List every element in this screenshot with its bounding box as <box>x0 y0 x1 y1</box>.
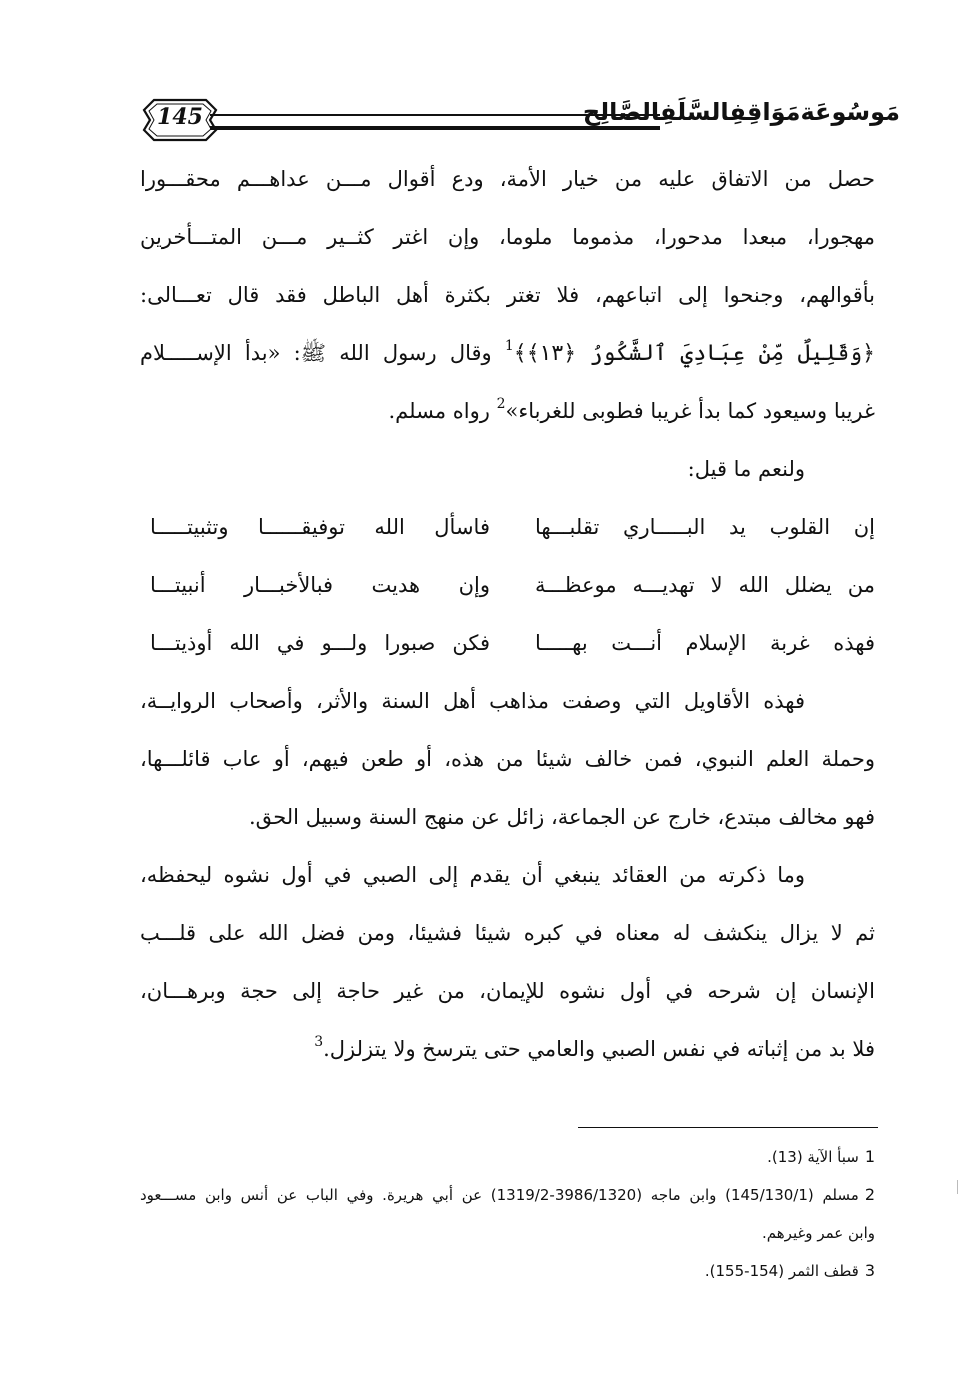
text-line: بأقوالهم، وجنحوا إلى اتباعهم، فلا تغتر بكثرة أهل الباطل فقد قال تعـــالى: <box>140 283 875 307</box>
footnote-separator <box>578 1127 878 1128</box>
footnote <box>140 1252 875 1290</box>
footnote-number: 2 <box>864 1185 875 1204</box>
poem-intro: ولنعم ما قيل: <box>687 457 805 481</box>
text-line: ثم لا يزال ينكشف له معناه في كبره شيئا فشيئا، ومن فضل الله على قلـــب <box>140 921 875 945</box>
text-line <box>140 1020 875 1078</box>
footnote-number: 3 <box>864 1261 875 1280</box>
quran-verse: ﴿وَقَلِيلٌ مِّنْ عِبَادِيَ ٱلشَّكُورُ ﴿١٣﴾﴾ <box>513 341 875 366</box>
text-line: الإنسان إن شرحه في أول نشوه للإيمان، من غير حاجة إلى حجة وبرهـــان، <box>140 979 875 1003</box>
text-segment: وقال رسول الله ﷺ: «بدأ الإســـــلام <box>140 341 492 365</box>
footnote <box>140 1176 875 1214</box>
page-number-badge <box>140 96 220 144</box>
hadith-text: غريبا وسيعود كما بدأ غريبا فطوبى للغرباء» <box>505 399 875 423</box>
quran-verse-line <box>140 324 875 382</box>
text-line: مهجورا، مبعدا مدحورا، مذموما ملوما، وإن اغتر كثــير مـــن المتـــأخرين <box>140 225 875 249</box>
poem-hemistich: من يضلل الله لا تهديـــه موعظـــة <box>535 573 875 597</box>
footnote-ref: 2 <box>496 396 506 412</box>
poem-verse <box>140 498 875 556</box>
footnote-ref: 3 <box>314 1034 324 1050</box>
text-segment: رواه مسلم. <box>388 399 490 423</box>
text-line: وما ذكرته من العقائد ينبغي أن يقدم إلى الصبي في أول نشوه ليحفظه، <box>140 863 805 887</box>
poem-verse <box>140 556 875 614</box>
footnote-ref: 1 <box>504 338 514 354</box>
hadith-line <box>140 382 875 440</box>
footnote-text: سبأ الآية (13). <box>767 1148 859 1166</box>
footnote-text: مسلم (145/130/1) وابن ماجه (3986/1320-1319/2) عن أبي هريرة. وفي الباب عن أنس وابن مســـعود <box>140 1186 859 1204</box>
text-segment: فلا بد من إثباته في نفس الصبي والعامي حتى يترسخ ولا يتزلزل. <box>323 1037 875 1061</box>
poem-hemistich: فهذه غربة الإسلام أنـــت بهـــــا <box>535 631 875 655</box>
text-line: حصل من الاتفاق عليه من خيار الأمة، ودع أقوال مـــن عداهـــم محقـــورا <box>140 167 875 191</box>
scan-margin-mark <box>953 1180 958 1194</box>
footnotes <box>140 1138 875 1290</box>
text-line: وحملة العلم النبوي، فمن خالف شيئا من هذه، أو طعن فيهم، أو عاب قائلـــها، <box>140 747 875 771</box>
poem-hemistich: فاسأل الله توفيقــــــا وتثبيتـــــا <box>150 515 490 539</box>
footnote-continuation <box>140 1214 875 1252</box>
footnote <box>140 1138 875 1176</box>
text-line: فهو مخالف مبتدع، خارج عن الجماعة، زائل عن منهج السنة وسبيل الحق. <box>249 805 875 829</box>
poem-hemistich: وإن هديت فبالأخبـــار أنبيتـــا <box>150 573 490 597</box>
footnote-number: 1 <box>864 1147 875 1166</box>
poem-hemistich: فكن صبورا ولـــو في الله أوذيتـــا <box>150 631 490 655</box>
page-number: 145 <box>157 104 203 130</box>
running-title: مَوسُوعَةمَوَاقِفِالسَّلَفِالصَّالِح <box>582 98 900 126</box>
page-header <box>140 92 900 148</box>
main-text <box>140 150 875 1078</box>
poem-hemistich: إن القلوب يد البـــــاري تقلبـــها <box>535 515 875 539</box>
text-line: فهذه الأقاويل التي وصفت مذاهب أهل السنة والأثر، وأصحاب الروايــة، <box>140 689 805 713</box>
poem-verse <box>140 614 875 672</box>
footnote-text: وابن عمر وغيرهم. <box>762 1224 875 1242</box>
footnote-text: قطف الثمر (154-155). <box>704 1262 859 1280</box>
